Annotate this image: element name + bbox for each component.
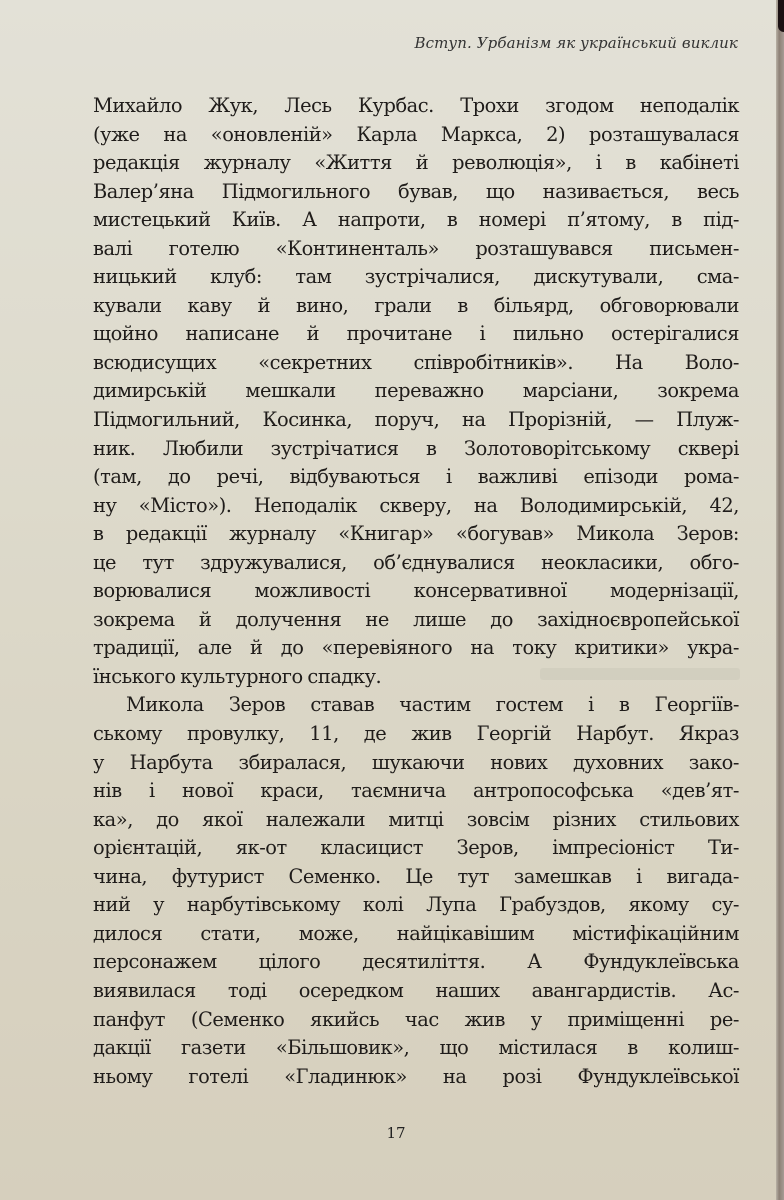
text-line: зокрема й долучення не лише до західноєвропейської — [93, 607, 739, 631]
text-line: щойно написане й прочитане і пильно остерігалися — [93, 322, 739, 346]
text-line: редакція журналу «Життя й революція», і в кабінеті — [93, 151, 739, 175]
text-line: Михайло Жук, Лесь Курбас. Трохи згодом неподалік — [93, 94, 739, 117]
text-line: панфут (Семенко якийсь час жив у приміщенні ре- — [93, 1007, 739, 1031]
text-line: Микола Зеров ставав частим гостем і в Георгіїв- — [126, 693, 739, 717]
text-line: чина, футурист Семенко. Це тут замешкав і вигада- — [93, 864, 739, 888]
text-line: орієнтацій, як-от класицист Зеров, імпресіоніст Ти- — [93, 836, 739, 860]
running-head: Вступ. Урбанізм як український виклик — [414, 34, 738, 52]
text-line: ницький клуб: там зустрічалися, дискутували, сма- — [93, 265, 739, 289]
text-line: валі готелю «Континенталь» розташувався письмен- — [93, 236, 739, 260]
text-line: традиції, але й до «перевіяного на току критики» укра- — [93, 636, 739, 660]
text-line: це тут здружувалися, об’єднувалися неокласики, обго- — [93, 550, 739, 574]
text-line: димирській мешкали переважно марсіани, зокрема — [93, 379, 739, 403]
text-line: їнського культурного спадку. — [93, 664, 382, 688]
text-line: мистецький Київ. А напроти, в номері п’ятому, в під- — [93, 208, 739, 232]
page-edge-shadow — [778, 0, 784, 32]
body-text — [93, 92, 739, 1148]
text-line: дакції газети «Більшовик», що містилася в колиш- — [93, 1036, 739, 1060]
text-line: персонажем цілого десятиліття. А Фундуклеївська — [93, 950, 739, 974]
text-line: у Нарбута збиралася, шукаючи нових духовних зако- — [93, 750, 739, 774]
text-line — [93, 1091, 739, 1120]
text-line: (уже на «оновленій» Карла Маркса, 2) розташувалася — [93, 122, 739, 146]
text-line: ну «Місто»). Неподалік скверу, на Володимирській, 42, — [93, 493, 739, 517]
text-line: ка», до якої належали митці зовсім різних стильових — [93, 807, 739, 831]
text-line: ний у нарбутівському колі Лупа Грабуздов, якому су- — [93, 893, 739, 917]
text-line: Валер’яна Підмогильного бував, що називається, весь — [93, 179, 739, 203]
paragraph-2 — [93, 691, 739, 1148]
page-number: 17 — [386, 1124, 406, 1142]
text-line: ник. Любили зустрічатися в Золотоворітському сквері — [93, 436, 739, 460]
text-line: (там, до речі, відбуваються і важливі епізоди рома- — [93, 465, 739, 489]
text-line: ньому готелі «Гладинюк» на розі Фундуклеївської — [93, 1064, 739, 1088]
text-line: дилося стати, може, найцікавішим містифікаційним — [93, 921, 739, 945]
page-edge — [776, 0, 784, 1200]
text-line: кували каву й вино, грали в більярд, обговорювали — [93, 293, 739, 317]
text-line: всюдисущих «секретних співробітників». На Воло- — [93, 350, 739, 374]
paragraph-1 — [93, 92, 739, 691]
text-line: ворювалися можливості консервативної модернізації, — [93, 579, 739, 603]
text-line: Підмогильний, Косинка, поруч, на Прорізній, — Плуж- — [93, 408, 739, 432]
text-line: виявилася тоді осередком наших авангардистів. Ас- — [93, 978, 739, 1002]
text-line: нів і нової краси, таємнича антропософська «дев’ят- — [93, 779, 739, 803]
text-line: ському провулку, 11, де жив Георгій Нарбут. Якраз — [93, 722, 739, 746]
text-line: в редакції журналу «Книгар» «богував» Микола Зеров: — [93, 522, 739, 546]
